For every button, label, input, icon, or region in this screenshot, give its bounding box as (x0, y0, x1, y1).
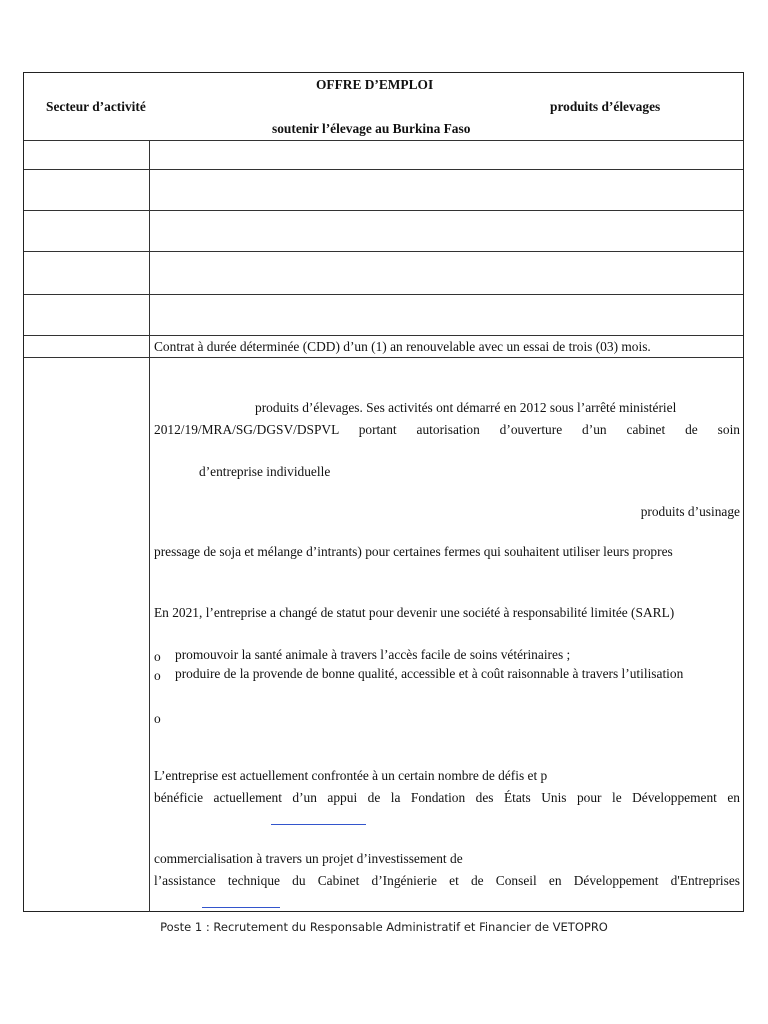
row-divider (24, 140, 743, 141)
body-line: bénéficie actuellement d’un appui de la Fondation des États Unis pour le Développement en (154, 790, 740, 805)
row-divider (24, 335, 743, 336)
body-line: commercialisation à travers un projet d’investissement de (154, 851, 463, 866)
hyperlink-underline[interactable] (271, 824, 366, 825)
body-line: produits d’usinage (640, 504, 740, 519)
bullet-marker: o (154, 649, 161, 664)
bullet-item: produire de la provende de bonne qualité, accessible et à coût raisonnable à travers l’utilisation (175, 666, 684, 681)
sector-value: produits d’élevages (550, 99, 661, 114)
body-line: pressage de soja et mélange d’intrants) pour certaines fermes qui souhaitent utiliser leurs propres (154, 544, 673, 559)
header-subtitle: soutenir l’élevage au Burkina Faso (272, 121, 471, 136)
bullet-item: promouvoir la santé animale à travers l’accès facile de soins vétérinaires ; (175, 647, 571, 662)
body-line: produits d’élevages. Ses activités ont démarré en 2012 sous l’arrêté ministériel (255, 400, 677, 415)
row-divider (24, 210, 743, 211)
body-line: 2012/19/MRA/SG/DGSV/DSPVL portant autorisation d’ouverture d’un cabinet de soin (154, 422, 740, 437)
body-line: l’assistance technique du Cabinet d’Ingénierie et de Conseil en Développement d'Entreprises (154, 873, 740, 888)
row-divider (24, 169, 743, 170)
sector-label: Secteur d’activité (46, 99, 146, 114)
page-title: OFFRE D’EMPLOI (316, 77, 434, 92)
row-divider (24, 251, 743, 252)
body-line: L’entreprise est actuellement confrontée à un certain nombre de défis et p (154, 768, 548, 783)
footer-caption: Poste 1 : Recrutement du Responsable Administratif et Financier de VETOPRO (160, 920, 608, 934)
hyperlink-underline[interactable] (202, 907, 280, 908)
job-offer-table (23, 72, 744, 912)
bullet-marker: o (154, 668, 161, 683)
bullet-marker: o (154, 711, 161, 726)
body-line: d’entreprise individuelle (199, 464, 331, 479)
row-divider (24, 357, 743, 358)
row-divider (24, 294, 743, 295)
contract-text: Contrat à durée déterminée (CDD) d’un (1) an renouvelable avec un essai de trois (03) mois. (154, 339, 651, 354)
body-line: En 2021, l’entreprise a changé de statut pour devenir une société à responsabilité limitée (SARL) (154, 605, 675, 620)
column-divider (149, 140, 150, 912)
